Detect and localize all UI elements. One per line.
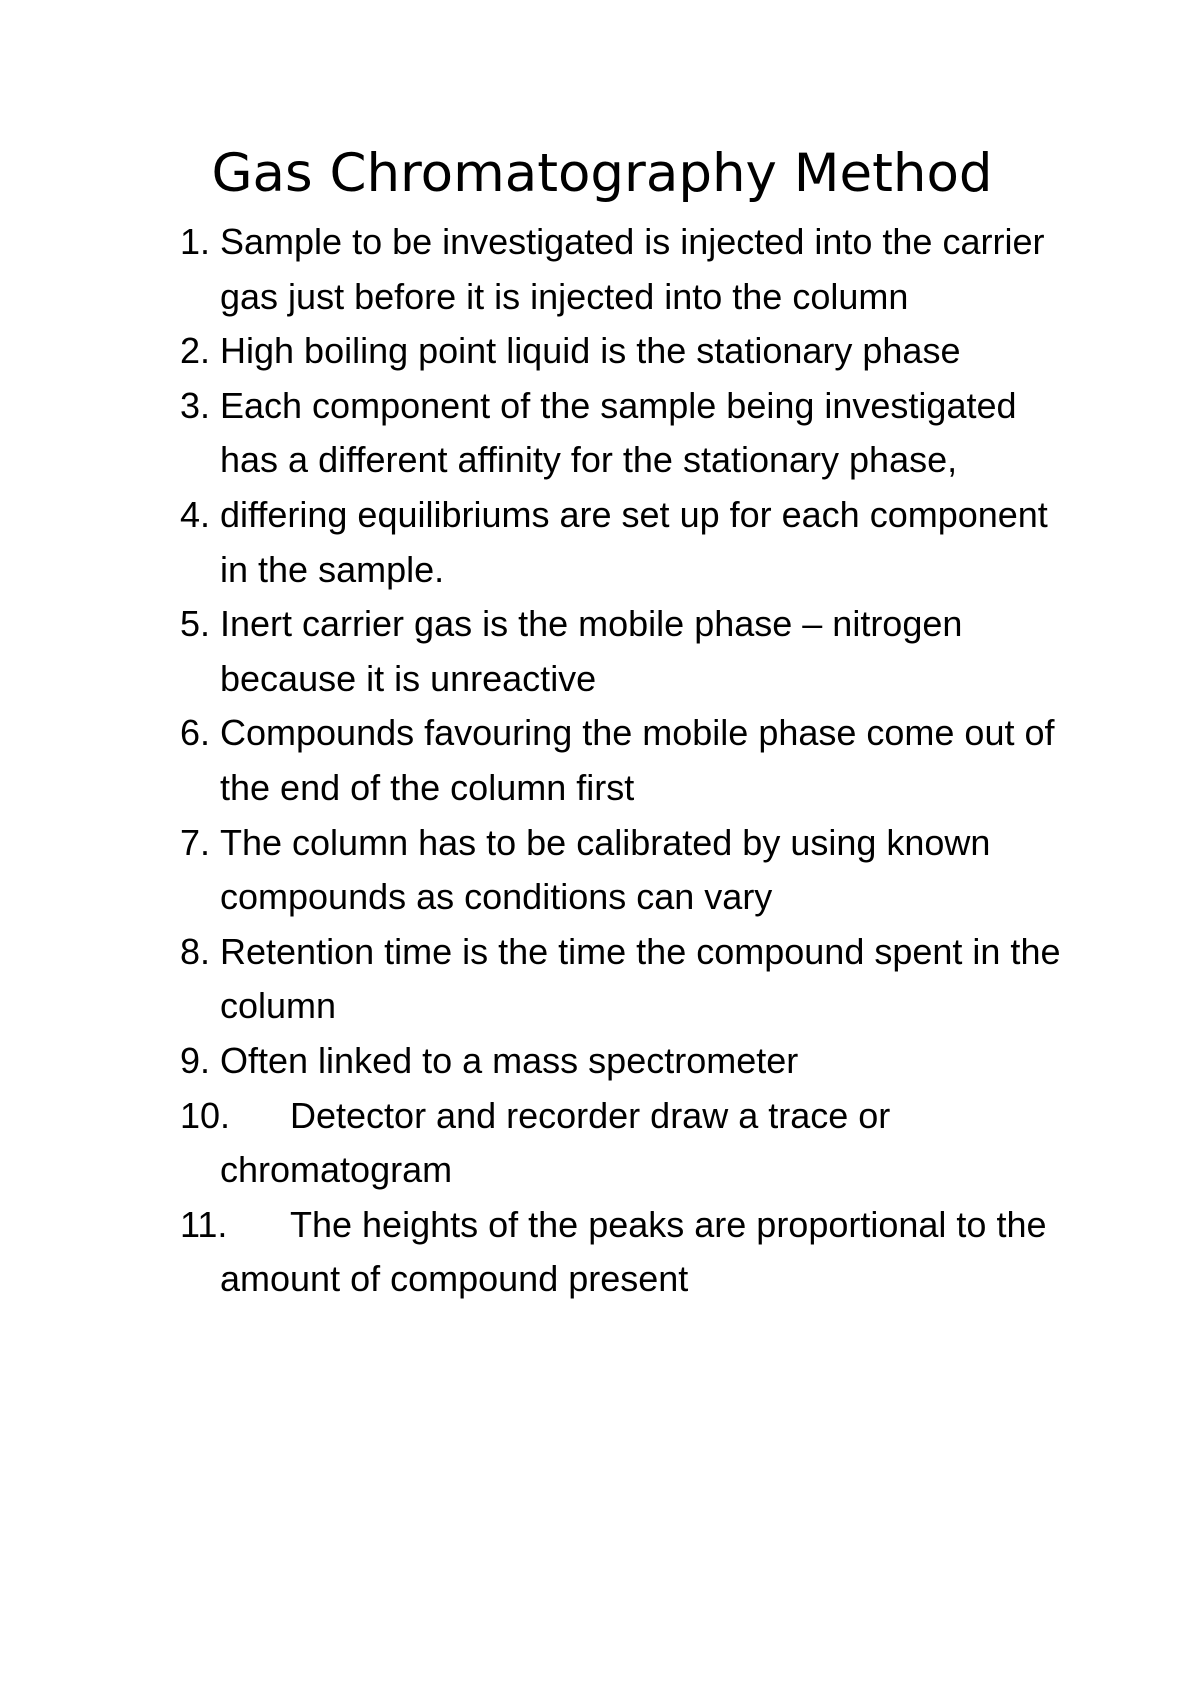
list-item-number: 11. — [180, 1203, 228, 1245]
list-item-number: 9. — [180, 1039, 211, 1081]
list-item-number: 3. — [180, 384, 211, 426]
list-item-text: Compounds favouring the mobile phase come out of the end of the column first — [220, 712, 1055, 808]
list-item — [0, 706, 1070, 815]
list-item-text: Often linked to a mass spectrometer — [220, 1039, 799, 1081]
method-steps-list — [0, 215, 1200, 1307]
list-item — [0, 597, 1070, 706]
list-item-number: 4. — [180, 493, 211, 535]
list-item-number: 5. — [180, 603, 211, 645]
list-item-number: 2. — [180, 330, 211, 372]
list-item-number: 7. — [180, 821, 211, 863]
list-item — [0, 1198, 1070, 1307]
list-item-text: Sample to be investigated is injected into the carrier gas just before it is injected into the column — [220, 221, 1045, 317]
list-item-number: 6. — [180, 712, 211, 754]
list-item — [0, 925, 1070, 1034]
page-title: Gas Chromatography Method — [211, 143, 993, 204]
list-item-text-content: The heights of the peaks are proportional to the amount of compound present — [220, 1203, 1047, 1300]
list-item — [0, 1034, 1070, 1089]
list-item-text: High boiling point liquid is the stationary phase — [220, 330, 961, 372]
list-item — [0, 1089, 1070, 1198]
list-item-text — [220, 1198, 1070, 1307]
list-item-text: Each component of the sample being investigated has a different affinity for the stationary phase, — [220, 384, 1017, 481]
list-item-text: The column has to be calibrated by using known compounds as conditions can vary — [220, 821, 991, 918]
list-item-text: differing equilibriums are set up for each component in the sample. — [220, 493, 1048, 590]
list-item-text-content: Detector and recorder draw a trace or chromatogram — [220, 1094, 891, 1191]
list-item — [0, 215, 1070, 324]
list-item — [0, 488, 1070, 597]
list-item-number: 8. — [180, 930, 211, 972]
list-item — [0, 324, 1070, 379]
list-item-number: 1. — [180, 221, 211, 262]
list-item-text — [220, 1089, 1070, 1198]
list-item — [0, 816, 1070, 925]
list-item-text: Inert carrier gas is the mobile phase – nitrogen because it is unreactive — [220, 603, 963, 699]
list-item-text: Retention time is the time the compound spent in the column — [220, 930, 1061, 1027]
list-item — [0, 379, 1070, 488]
list-item-number: 10. — [180, 1094, 231, 1136]
